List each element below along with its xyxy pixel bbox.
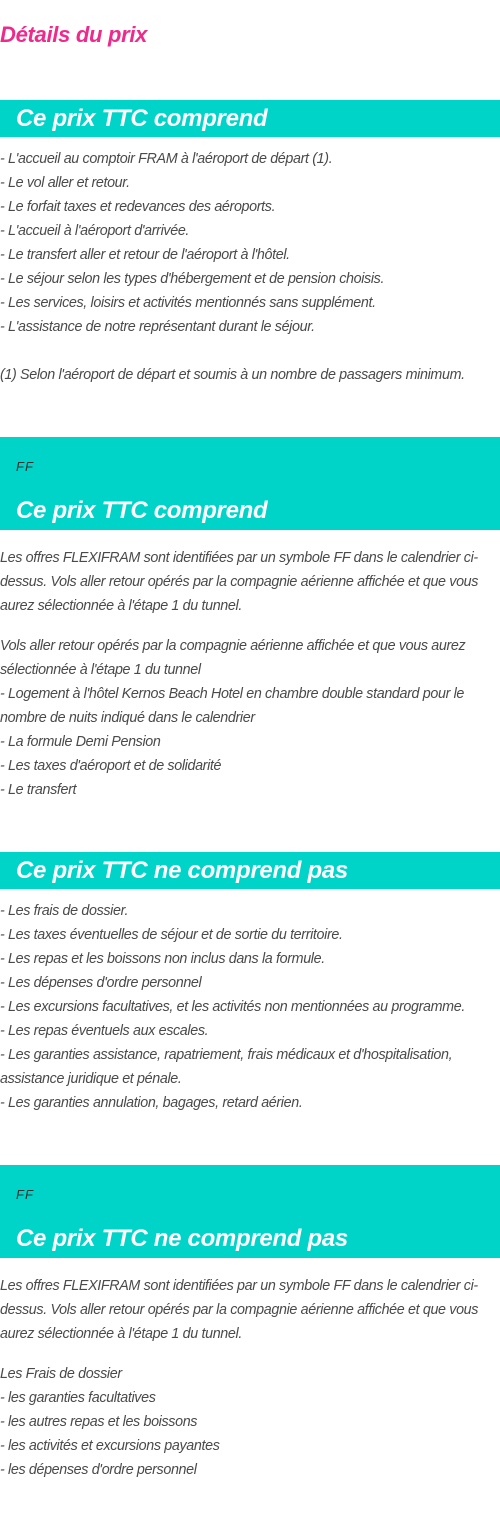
intro-paragraph: Les offres FLEXIFRAM sont identifiées par un symbole FF dans le calendrier ci-dessus. Vols aller retour opérés par la compagnie aérienne affichée et que vous aurez sélectionnée à l'étape 1 du tunnel. <box>0 550 479 614</box>
ff-excludes-header <box>0 1165 500 1258</box>
list-item: - Les dépenses d'ordre personnel <box>0 975 202 991</box>
list-item: - Les taxes éventuelles de séjour et de sortie du territoire. <box>0 927 343 943</box>
list-item: - Les garanties annulation, bagages, retard aérien. <box>0 1095 303 1111</box>
list-item: - L'accueil à l'aéroport d'arrivée. <box>0 223 190 239</box>
list-item: - L'assistance de notre représentant durant le séjour. <box>0 319 315 335</box>
intro-paragraph: Les offres FLEXIFRAM sont identifiées par un symbole FF dans le calendrier ci-dessus. Vols aller retour opérés par la compagnie aérienne affichée et que vous aurez sélectionnée à l'étape 1 du tunnel. <box>0 1278 479 1342</box>
ff-includes-intro <box>0 546 500 618</box>
ff-excludes-list <box>0 1362 500 1482</box>
list-item: - les autres repas et les boissons <box>0 1414 198 1430</box>
ff-badge: FF <box>16 1187 34 1202</box>
ff-badge: FF <box>16 459 34 474</box>
footnote: (1) Selon l'aéroport de départ et soumis à un nombre de passagers minimum. <box>0 367 465 383</box>
ff-includes-header <box>0 437 500 530</box>
excludes-list <box>0 899 500 1115</box>
list-item: - Le forfait taxes et redevances des aéroports. <box>0 199 276 215</box>
list-item: - Le transfert aller et retour de l'aéroport à l'hôtel. <box>0 247 290 263</box>
list-item: - L'accueil au comptoir FRAM à l'aéroport de départ (1). <box>0 151 333 167</box>
ff-excludes-heading: Ce prix TTC ne comprend pas <box>16 1225 348 1252</box>
includes-heading: Ce prix TTC comprend <box>16 105 268 132</box>
list-item: - les garanties facultatives <box>0 1390 156 1406</box>
list-item: - Le séjour selon les types d'hébergement et de pension choisis. <box>0 271 385 287</box>
ff-includes-details <box>0 634 500 802</box>
excludes-heading: Ce prix TTC ne comprend pas <box>16 857 348 884</box>
page-title: Détails du prix <box>0 22 148 47</box>
list-item: - les dépenses d'ordre personnel <box>0 1462 197 1478</box>
details-paragraph: Vols aller retour opérés par la compagnie aérienne affichée et que vous aurez sélectionnée à l'étape 1 du tunnel <box>0 638 466 678</box>
includes-note <box>0 363 500 387</box>
list-item: - Les garanties assistance, rapatriement, frais médicaux et d'hospitalisation, assistance juridique et pénale. <box>0 1047 453 1087</box>
excludes-header <box>0 852 500 889</box>
list-item: - Les taxes d'aéroport et de solidarité <box>0 758 222 774</box>
list-item: - Les repas éventuels aux escales. <box>0 1023 209 1039</box>
list-item: - La formule Demi Pension <box>0 734 161 750</box>
list-item: - Les repas et les boissons non inclus dans la formule. <box>0 951 325 967</box>
list-item: - Le transfert <box>0 782 77 798</box>
list-item: - les activités et excursions payantes <box>0 1438 220 1454</box>
list-item: - Les frais de dossier. <box>0 903 129 919</box>
ff-excludes-intro <box>0 1274 500 1346</box>
list-item: - Les services, loisirs et activités mentionnés sans supplément. <box>0 295 376 311</box>
list-item: - Les excursions facultatives, et les activités non mentionnées au programme. <box>0 999 465 1015</box>
includes-list <box>0 147 500 339</box>
includes-header <box>0 100 500 137</box>
ff-includes-heading: Ce prix TTC comprend <box>16 497 268 524</box>
list-item: - Le vol aller et retour. <box>0 175 130 191</box>
list-item: - Logement à l'hôtel Kernos Beach Hotel en chambre double standard pour le nombre de nuits indiqué dans le calendrier <box>0 686 465 726</box>
list-item: Les Frais de dossier <box>0 1366 122 1382</box>
